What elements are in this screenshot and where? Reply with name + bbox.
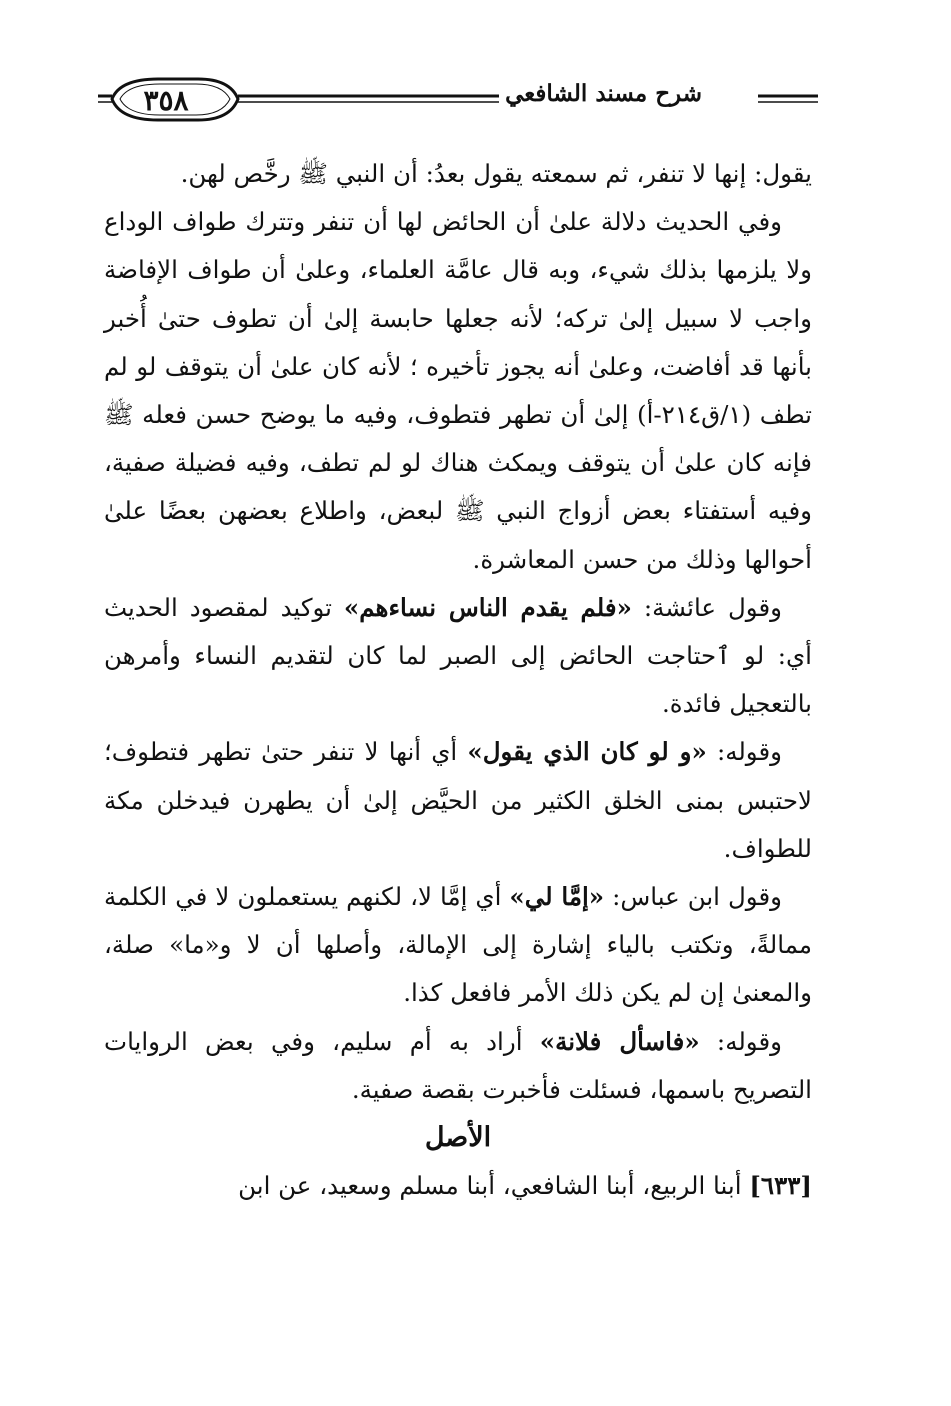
section-heading: الأصل	[424, 1122, 492, 1154]
paragraph-text: وقوله:	[699, 1026, 782, 1056]
paragraph-text: أبنا الربيع، أبنا الشافعي، أبنا مسلم وسعيد، عن ابن	[238, 1171, 750, 1201]
paragraph	[104, 584, 812, 729]
paragraph	[104, 198, 812, 584]
quoted-phrase: «فاسأل فلانة»	[539, 1026, 700, 1056]
paragraph	[104, 1162, 812, 1210]
quoted-phrase: «فلم يقدم الناس نساءهم»	[343, 592, 632, 622]
paragraph-text: وقول عائشة:	[631, 592, 782, 622]
paragraph-text: أي إمَّا لا، لكنهم يستعملون لا في الكلمة ممالةً، وتكتب بالياء إشارة إلى الإمالة، وأصلها أن لا و«ما» صلة، والمعنىٰ إن لم يكن ذلك الأمر فافعل كذا.	[104, 882, 812, 1008]
running-title: شرح مسند الشافعي	[499, 80, 708, 107]
paragraph	[104, 1018, 812, 1114]
hadith-number: [٦٣٣]	[749, 1171, 812, 1201]
paragraph	[104, 873, 812, 1018]
paragraph	[104, 728, 812, 873]
paragraph-text: وفي الحديث دلالة علىٰ أن الحائض لها أن تنفر وتترك طواف الوداع ولا يلزمها بذلك شيء، وبه قال عامَّة العلماء، وعلىٰ أن طواف الإفاضة واجب لا سبيل إلىٰ تركه؛ لأنه جعلها حابسة إلىٰ أن تطوف حتىٰ أُخبر بأنها قد أفاضت، وعلىٰ أنه يجوز تأخيره ؛ لأنه كان علىٰ أن يتوقف لو لم تطف (١/ق٢١٤-أ) إلىٰ أن تطهر فتطوف، وفيه ما يوضح حسن فعله ﷺ فإنه كان علىٰ أن يتوقف ويمكث هناك لو لم تطف، وفيه فضيلة صفية، وفيه أستفتاء بعض أزواج النبي ﷺ لبعض، واطلاع بعضهن بعضًا علىٰ أحوالها وذلك من حسن المعاشرة.	[104, 207, 812, 574]
paragraph-text: وقوله:	[706, 737, 782, 767]
quoted-phrase: «و لو كان الذي يقول»	[467, 737, 707, 767]
page-body	[104, 150, 812, 1210]
page-number: ٣٥٨	[143, 83, 189, 117]
paragraph-text: أي أنها لا تنفر حتىٰ تطهر فتطوف؛ لاحتبس بمنى الخلق الكثير من الحيَّض إلىٰ أن يطهرن فيدخلن مكة للطواف.	[104, 737, 812, 863]
paragraph-text: وقول ابن عباس:	[604, 882, 782, 912]
page-header	[98, 76, 818, 126]
paragraph-text: توكيد لمقصود الحديث أي: لو ٱحتاجت الحائض إلى الصبر لما كان لتقديم النساء وأمرهن بالتعجيل فائدة.	[104, 592, 812, 719]
paragraph-text: أراد به أم سليم، وفي بعض الروايات التصريح باسمها، فسئلت فأخبرت بقصة صفية.	[104, 1026, 812, 1104]
quoted-phrase: «إمَّا لي»	[509, 882, 605, 912]
paragraph	[104, 150, 812, 198]
paragraph-text: يقول: إنها لا تنفر، ثم سمعته يقول بعدُ: أن النبي ﷺ رخَّص لهن.	[180, 159, 812, 188]
